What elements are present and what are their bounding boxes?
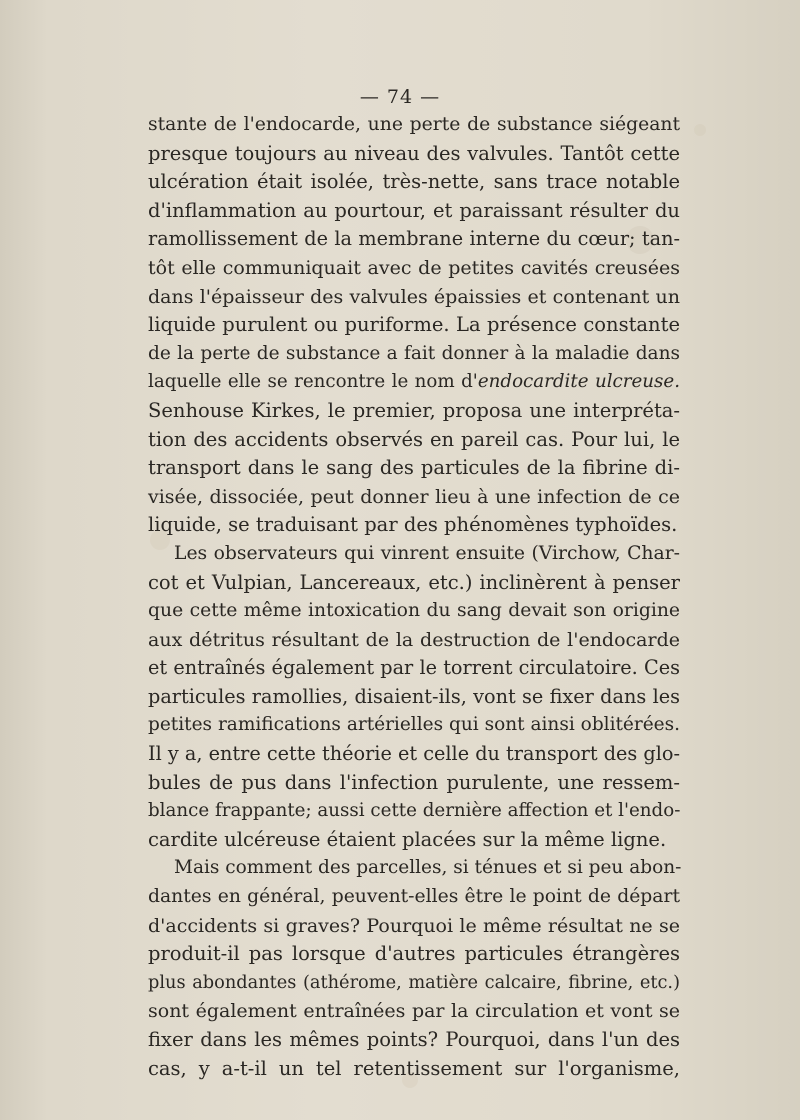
text-line: transport dans le sang des particules de la fibrine di- xyxy=(148,456,680,480)
text-line: et entraînés également par le torrent circulatoire. Ces xyxy=(148,656,680,680)
text-line: presque toujours au niveau des valvules. Tantôt cette xyxy=(148,141,680,165)
text-line: Mais comment des parcelles, si ténues et si peu abon- xyxy=(174,857,682,879)
text-line: cardite ulcéreuse étaient placées sur la même ligne. xyxy=(148,827,667,851)
text-line: ramollissement de la membrane interne du cœur; tan- xyxy=(148,227,680,251)
text-line xyxy=(148,368,680,397)
text-line: stante de l'endocarde, une perte de substance siégeant xyxy=(148,114,680,135)
text-line: Les observateurs qui vinrent ensuite (Virchow, Char- xyxy=(174,542,680,564)
text-line: tion des accidents observés en pareil cas. Pour lui, le xyxy=(148,427,680,451)
text-line: aux détritus résultant de la destruction de l'endocarde xyxy=(148,628,680,651)
text-line: cas, y a-t-il un tel retentissement sur l'organisme, xyxy=(148,1056,680,1080)
text-line: liquide purulent ou puriforme. La présence constante xyxy=(148,313,680,337)
body-text xyxy=(148,111,680,1083)
text-line: d'accidents si graves? Pourquoi le même résultat ne se xyxy=(148,914,680,937)
text-line: cot et Vulpian, Lancereaux, etc.) inclinèrent à penser xyxy=(148,570,680,594)
text-line: d'inflammation au pourtour, et paraissant résulter du xyxy=(148,198,680,222)
text-line: dantes en général, peuvent-elles être le point de départ xyxy=(148,886,680,908)
text-line: petites ramifications artérielles qui sont ainsi oblitérées. xyxy=(148,714,680,736)
text-line: sont également entraînées par la circulation et vont se xyxy=(148,1000,680,1023)
text-line: Il y a, entre cette théorie et celle du transport des glo- xyxy=(148,742,680,766)
text-line: que cette même intoxication du sang devait son origine xyxy=(148,600,680,622)
text-line: dans l'épaisseur des valvules épaissies et contenant un xyxy=(148,285,680,308)
text-line: ulcération était isolée, très-nette, sans trace notable xyxy=(148,170,680,194)
text-line: produit-il pas lorsque d'autres particules étrangères xyxy=(148,942,680,966)
text-line-start: laquelle elle se rencontre le nom d' xyxy=(148,371,478,393)
text-line: fixer dans les mêmes points? Pourquoi, dans l'un des xyxy=(148,1028,680,1051)
text-line: de la perte de substance a fait donner à la maladie dans xyxy=(148,342,680,364)
italic-term: endocardite ulcreuse. xyxy=(477,371,680,393)
text-line: blance frappante; aussi cette dernière affection et l'endo- xyxy=(148,800,681,822)
text-line: particules ramollies, disaient-ils, vont se fixer dans les xyxy=(148,684,680,708)
text-line: liquide, se traduisant par des phénomènes typhoïdes. xyxy=(148,513,678,537)
text-line: plus abondantes (athérome, matière calcaire, fibrine, etc.) xyxy=(148,972,680,993)
text-line: Senhouse Kirkes, le premier, proposa une interpréta- xyxy=(148,398,680,422)
text-line: visée, dissociée, peut donner lieu à une infection de ce xyxy=(148,485,680,508)
page-number: — 74 — xyxy=(359,86,441,108)
text-line: tôt elle communiquait avec de petites cavités creusées xyxy=(148,256,680,279)
text-line: bules de pus dans l'infection purulente, une ressem- xyxy=(148,770,680,794)
